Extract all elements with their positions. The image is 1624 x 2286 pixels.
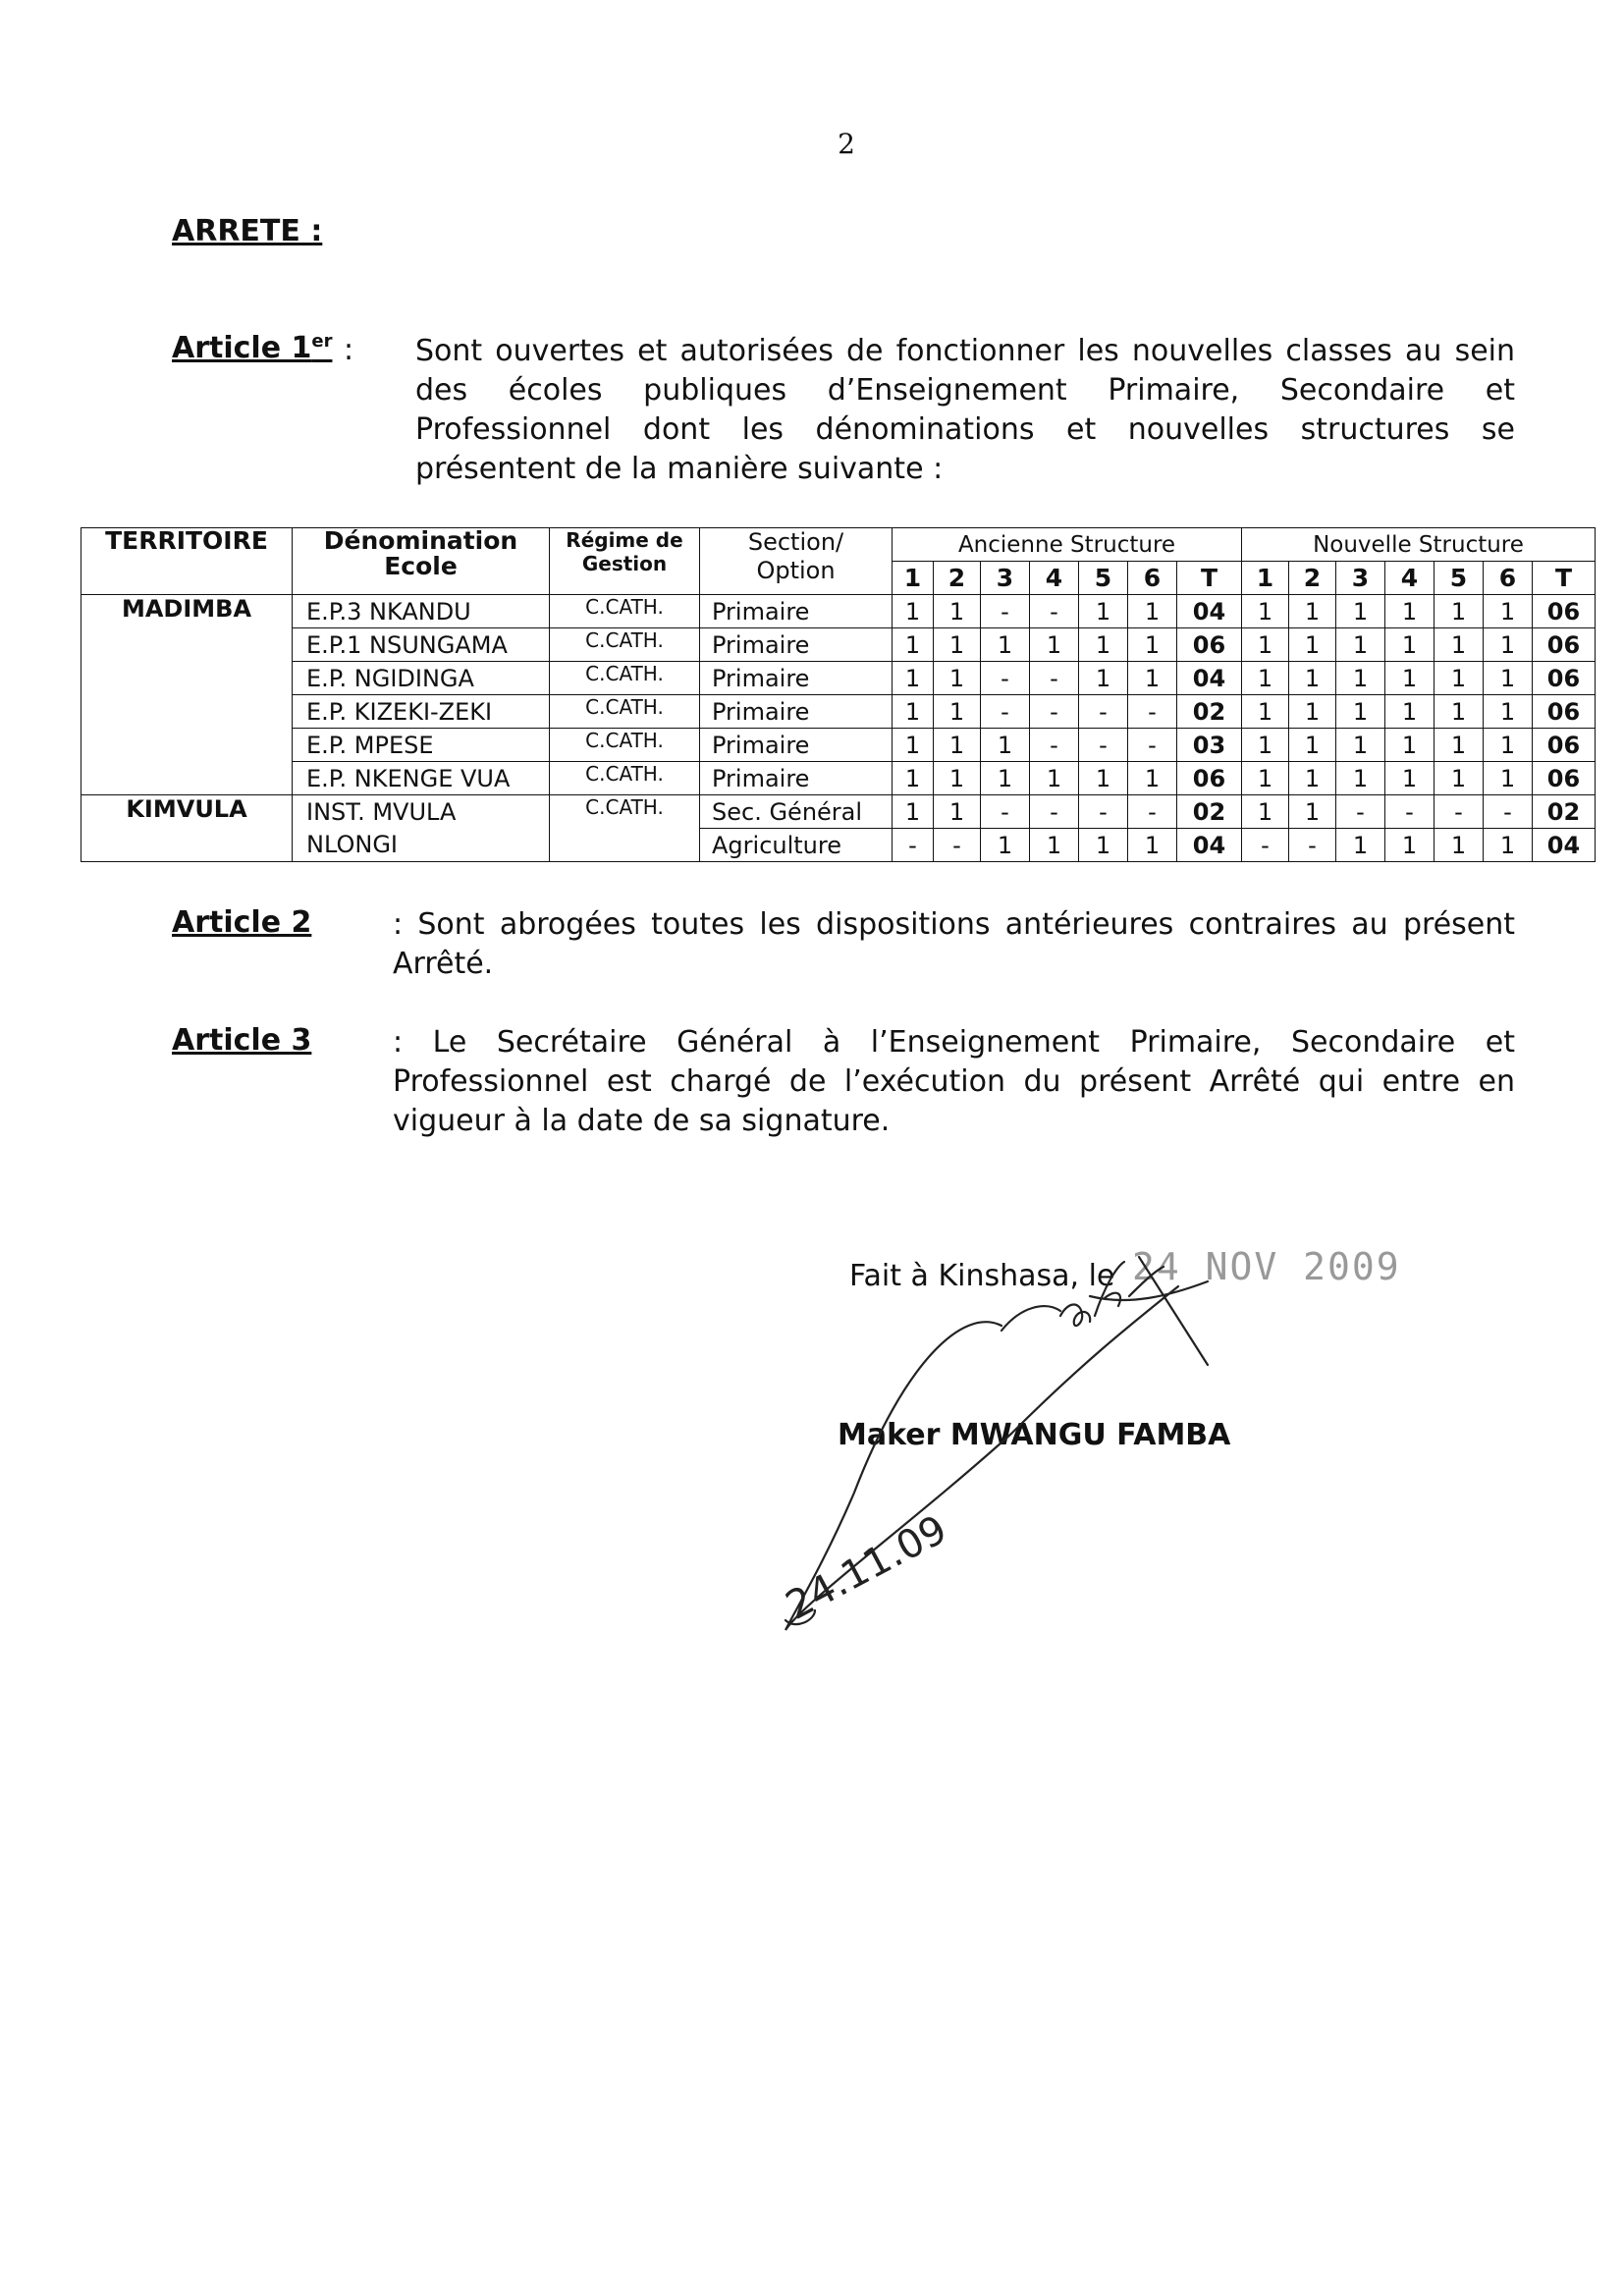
ancienne-value-cell: 1 [981,762,1030,795]
article-1-separator: : [344,333,354,367]
ancienne-value-cell: 1 [893,729,934,762]
signatory-name: Maker MWANGU FAMBA [838,1418,1231,1452]
ancienne-value-cell: - [893,829,934,862]
article-2-text: : Sont abrogées toutes les dispositions antérieures contraires au présent Arrêté. [393,907,1515,981]
ancienne-value-cell: 1 [893,762,934,795]
nouvelle-value-cell: 1 [1242,795,1289,829]
ancienne-value-cell: 1 [981,829,1030,862]
ancienne-value-cell: 1 [934,695,981,729]
ancienne-value-cell: - [981,595,1030,628]
ancienne-value-cell: - [1128,729,1177,762]
ancienne-col-header: 1 [893,562,934,595]
handwritten-signature [766,1247,1276,1660]
ancienne-value-cell: 1 [1079,628,1128,662]
header-territoire: TERRITOIRE [81,528,293,595]
cell-regime: C.CATH. [550,595,700,628]
ancienne-value-cell: 1 [1079,662,1128,695]
table-row [81,628,1596,662]
header-denomination: Dénomination Ecole [293,528,550,595]
ancienne-value-cell: 1 [1128,829,1177,862]
ancienne-value-cell: - [934,829,981,862]
ancienne-value-cell: - [981,662,1030,695]
nouvelle-value-cell: 06 [1533,628,1596,662]
ancienne-value-cell: 06 [1177,628,1242,662]
nouvelle-value-cell: 1 [1242,595,1289,628]
nouvelle-value-cell: 1 [1435,762,1484,795]
nouvelle-value-cell: 1 [1385,695,1435,729]
nouvelle-value-cell: 1 [1435,695,1484,729]
ancienne-value-cell: - [1079,729,1128,762]
ancienne-col-header: 4 [1030,562,1079,595]
nouvelle-value-cell: 1 [1435,628,1484,662]
ancienne-value-cell: - [981,695,1030,729]
cell-regime: C.CATH. [550,695,700,729]
ancienne-value-cell: 1 [1079,762,1128,795]
nouvelle-value-cell: 1 [1385,595,1435,628]
nouvelle-value-cell: 06 [1533,662,1596,695]
table-body [81,595,1596,862]
nouvelle-value-cell: 1 [1242,695,1289,729]
cell-regime [550,829,700,862]
ancienne-value-cell: 1 [981,628,1030,662]
nouvelle-value-cell: - [1242,829,1289,862]
cell-regime: C.CATH. [550,628,700,662]
ancienne-value-cell: 1 [893,795,934,829]
ancienne-value-cell: 1 [1128,662,1177,695]
nouvelle-value-cell: 1 [1435,662,1484,695]
table-row [81,829,1596,862]
nouvelle-value-cell: 1 [1289,628,1336,662]
nouvelle-value-cell: 1 [1484,829,1533,862]
cell-section: Primaire [700,628,893,662]
ancienne-value-cell: 1 [1128,628,1177,662]
nouvelle-value-cell: 1 [1435,595,1484,628]
ancienne-value-cell: 1 [1030,628,1079,662]
nouvelle-value-cell: - [1289,829,1336,862]
nouvelle-value-cell: 1 [1484,762,1533,795]
nouvelle-col-header: 3 [1336,562,1385,595]
cell-ecole: E.P. MPESE [293,729,550,762]
ancienne-value-cell: 1 [893,628,934,662]
nouvelle-col-header: T [1533,562,1596,595]
nouvelle-value-cell: 1 [1242,662,1289,695]
nouvelle-col-header: 2 [1289,562,1336,595]
nouvelle-value-cell: 1 [1435,729,1484,762]
nouvelle-value-cell: 1 [1289,762,1336,795]
cell-territoire [81,829,293,862]
cell-section: Primaire [700,595,893,628]
nouvelle-value-cell: 1 [1242,628,1289,662]
nouvelle-col-header: 1 [1242,562,1289,595]
cell-section: Agriculture [700,829,893,862]
ancienne-value-cell: 1 [1079,595,1128,628]
nouvelle-col-header: 5 [1435,562,1484,595]
nouvelle-value-cell: - [1435,795,1484,829]
nouvelle-value-cell: - [1336,795,1385,829]
ancienne-value-cell: 1 [1030,829,1079,862]
ancienne-value-cell: 1 [893,695,934,729]
article-3-label: Article 3 [172,1023,312,1058]
header-regime: Régime de Gestion [550,528,700,595]
ancienne-value-cell: 03 [1177,729,1242,762]
cell-ecole: NLONGI [293,829,550,862]
cell-section: Sec. Général [700,795,893,829]
cell-section: Primaire [700,762,893,795]
cell-ecole: INST. MVULA [293,795,550,829]
nouvelle-value-cell: 1 [1385,729,1435,762]
header-section: Section/ Option [700,528,893,595]
cell-ecole: E.P. NKENGE VUA [293,762,550,795]
place-date: Fait à Kinshasa, le [849,1259,1115,1293]
ancienne-value-cell: 1 [934,662,981,695]
nouvelle-value-cell: 1 [1385,662,1435,695]
nouvelle-value-cell: 1 [1385,628,1435,662]
ancienne-value-cell: 1 [934,729,981,762]
ancienne-col-header: 3 [981,562,1030,595]
ancienne-value-cell: 1 [934,595,981,628]
ancienne-col-header: 5 [1079,562,1128,595]
nouvelle-value-cell: 1 [1336,662,1385,695]
table-row [81,662,1596,695]
ancienne-value-cell: 1 [981,729,1030,762]
cell-section: Primaire [700,729,893,762]
nouvelle-value-cell: 06 [1533,695,1596,729]
nouvelle-value-cell: 1 [1336,695,1385,729]
nouvelle-value-cell: 04 [1533,829,1596,862]
ancienne-value-cell: - [1079,795,1128,829]
arrete-heading: ARRETE : [172,214,323,248]
nouvelle-col-header: 4 [1385,562,1435,595]
nouvelle-value-cell: 1 [1289,595,1336,628]
cell-territoire [81,628,293,662]
cell-territoire: KIMVULA [81,795,293,829]
header-nouvelle-structure: Nouvelle Structure [1242,528,1596,562]
nouvelle-value-cell: 1 [1336,729,1385,762]
cell-ecole: E.P.1 NSUNGAMA [293,628,550,662]
cell-territoire [81,729,293,762]
nouvelle-value-cell: 1 [1484,695,1533,729]
cell-ecole: E.P. NGIDINGA [293,662,550,695]
nouvelle-col-header: 6 [1484,562,1533,595]
ancienne-value-cell: 1 [1128,595,1177,628]
ancienne-value-cell: - [1030,662,1079,695]
table-row [81,762,1596,795]
ancienne-value-cell: 06 [1177,762,1242,795]
ancienne-value-cell: 1 [893,595,934,628]
ancienne-value-cell: 04 [1177,595,1242,628]
nouvelle-value-cell: 1 [1385,829,1435,862]
ancienne-value-cell: - [1030,595,1079,628]
ancienne-value-cell: 04 [1177,829,1242,862]
nouvelle-value-cell: 1 [1385,762,1435,795]
handwritten-date: 24.11.09 [779,1506,954,1629]
ancienne-value-cell: 1 [893,662,934,695]
ancienne-value-cell: - [1079,695,1128,729]
ancienne-col-header: 2 [934,562,981,595]
nouvelle-value-cell: - [1385,795,1435,829]
ancienne-value-cell: 1 [934,795,981,829]
date-stamp: 24 NOV 2009 [1132,1245,1401,1288]
nouvelle-value-cell: 1 [1336,595,1385,628]
cell-regime: C.CATH. [550,762,700,795]
ancienne-value-cell: 1 [1079,829,1128,862]
ancienne-value-cell: 02 [1177,695,1242,729]
cell-territoire [81,762,293,795]
nouvelle-value-cell: 1 [1435,829,1484,862]
nouvelle-value-cell: 1 [1484,595,1533,628]
table-row [81,595,1596,628]
ancienne-value-cell: - [1030,795,1079,829]
nouvelle-value-cell: 06 [1533,595,1596,628]
table-row [81,695,1596,729]
nouvelle-value-cell: 02 [1533,795,1596,829]
ancienne-value-cell: - [1128,795,1177,829]
structure-table [81,527,1596,862]
header-ancienne-structure: Ancienne Structure [893,528,1242,562]
table-row [81,729,1596,762]
cell-regime: C.CATH. [550,795,700,829]
ancienne-value-cell: 1 [1030,762,1079,795]
ancienne-value-cell: 02 [1177,795,1242,829]
cell-regime: C.CATH. [550,729,700,762]
cell-territoire [81,662,293,695]
nouvelle-value-cell: 1 [1484,729,1533,762]
ancienne-value-cell: - [981,795,1030,829]
article-1-label: Article 1er [172,331,333,365]
ancienne-col-header: 6 [1128,562,1177,595]
ancienne-value-cell: 04 [1177,662,1242,695]
nouvelle-value-cell: 1 [1289,662,1336,695]
nouvelle-value-cell: - [1484,795,1533,829]
cell-ecole: E.P.3 NKANDU [293,595,550,628]
nouvelle-value-cell: 1 [1242,729,1289,762]
cell-regime: C.CATH. [550,662,700,695]
cell-section: Primaire [700,662,893,695]
ancienne-value-cell: 1 [934,628,981,662]
nouvelle-value-cell: 1 [1336,628,1385,662]
article-1-label-wrap [172,331,332,365]
table-row [81,795,1596,829]
nouvelle-value-cell: 06 [1533,729,1596,762]
ancienne-value-cell: 1 [934,762,981,795]
article-2-label: Article 2 [172,905,312,940]
ancienne-value-cell: - [1030,729,1079,762]
cell-ecole: E.P. KIZEKI-ZEKI [293,695,550,729]
nouvelle-value-cell: 1 [1484,662,1533,695]
cell-territoire [81,695,293,729]
nouvelle-value-cell: 1 [1336,829,1385,862]
nouvelle-value-cell: 1 [1242,762,1289,795]
ancienne-value-cell: 1 [1128,762,1177,795]
cell-section: Primaire [700,695,893,729]
nouvelle-value-cell: 1 [1289,795,1336,829]
page-number: 2 [838,128,855,160]
nouvelle-value-cell: 1 [1289,729,1336,762]
cell-territoire: MADIMBA [81,595,293,628]
article-1-text: Sont ouvertes et autorisées de fonctionner les nouvelles classes au sein des écoles publiques d’Enseignement Primaire, Secondaire et Professionnel dont les dénominations et nouvelles structures se présentent de la manière suivante : [415,334,1515,486]
article-3-text: : Le Secrétaire Général à l’Enseignement Primaire, Secondaire et Professionnel est chargé de l’exécution du présent Arrêté qui entre en vigueur à la date de sa signature. [393,1025,1515,1138]
nouvelle-value-cell: 1 [1484,628,1533,662]
ancienne-col-header: T [1177,562,1242,595]
nouvelle-value-cell: 1 [1336,762,1385,795]
nouvelle-value-cell: 1 [1289,695,1336,729]
ancienne-value-cell: - [1128,695,1177,729]
ancienne-value-cell: - [1030,695,1079,729]
nouvelle-value-cell: 06 [1533,762,1596,795]
